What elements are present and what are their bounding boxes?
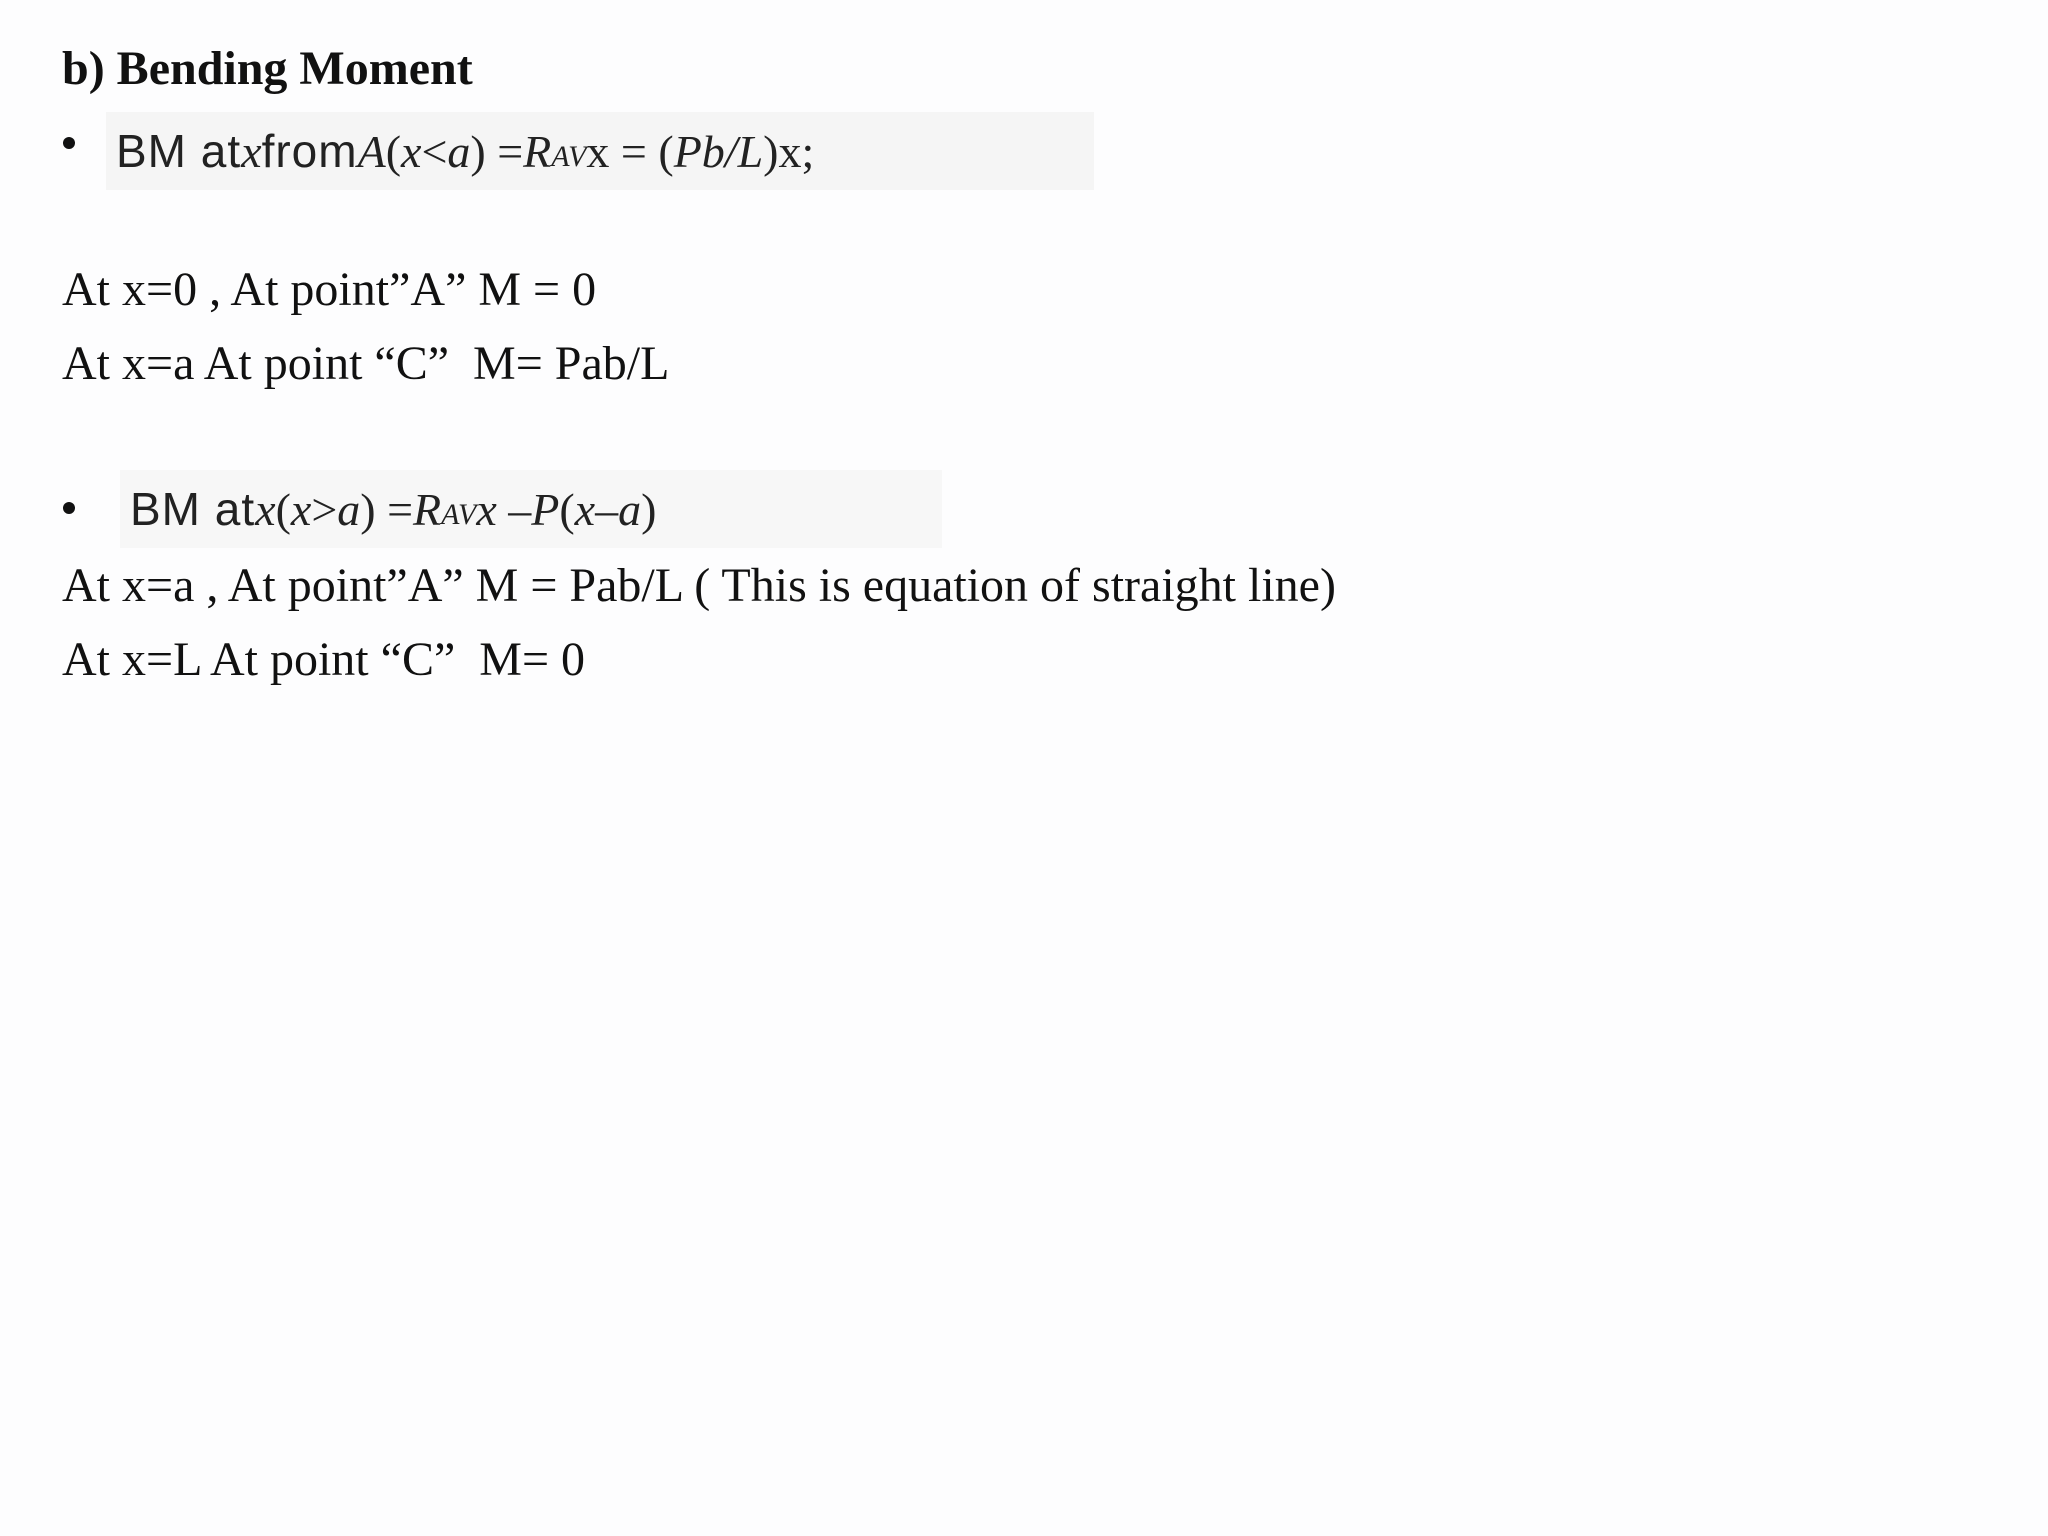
- formula-text: BM at: [130, 483, 256, 535]
- formula-text: ) =: [470, 125, 524, 177]
- formula-text: (: [559, 483, 575, 535]
- formula-var: a: [618, 483, 642, 535]
- formula-text: –: [595, 483, 619, 535]
- formula-var: A: [357, 125, 386, 177]
- formula-var: x: [241, 125, 262, 177]
- text-line: At x=a At point “C” M= Pab/L: [62, 337, 670, 390]
- formula-subscript: AV: [441, 498, 477, 531]
- formula-text: <: [421, 125, 448, 177]
- bullet-icon: [63, 502, 75, 514]
- formula-var: R: [413, 483, 442, 535]
- formula-text: )x;: [763, 125, 815, 177]
- formula-text: BM at: [116, 125, 242, 177]
- formula-bm-before-load: [106, 112, 1094, 190]
- text-line: At x=L At point “C” M= 0: [62, 633, 586, 686]
- formula-var: x: [255, 483, 276, 535]
- text-line: At x=a , At point”A” M = Pab/L ( This is equation of straight line): [62, 559, 1336, 612]
- formula-subscript: AV: [551, 140, 587, 173]
- formula-bm-after-load: [120, 470, 942, 548]
- formula-var: a: [337, 483, 361, 535]
- formula-var: x: [574, 483, 596, 535]
- formula-var: x: [401, 125, 422, 177]
- formula-text: x = (: [586, 125, 674, 177]
- section-title: b) Bending Moment: [62, 42, 473, 95]
- formula-var: R: [523, 125, 552, 177]
- text-line: At x=0 , At point”A” M = 0: [62, 263, 597, 316]
- formula-text: (: [385, 125, 402, 177]
- formula-var: x: [290, 483, 312, 535]
- formula-var: Pb/L: [673, 125, 764, 177]
- formula-var: x –: [476, 483, 532, 535]
- formula-text: ) =: [360, 483, 414, 535]
- bullet-icon: [63, 137, 75, 149]
- formula-text: >: [311, 483, 338, 535]
- formula-var: P: [531, 483, 560, 535]
- formula-text: from: [261, 125, 358, 177]
- formula-var: a: [447, 125, 471, 177]
- formula-text: ): [641, 483, 657, 535]
- formula-text: (: [275, 483, 291, 535]
